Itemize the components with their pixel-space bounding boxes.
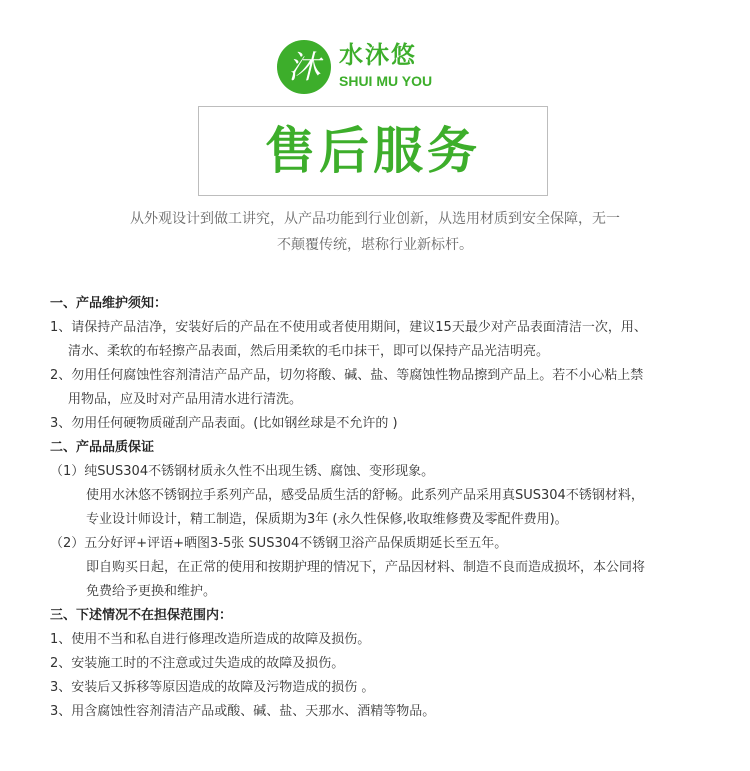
brand-name-cn: 水沐悠 bbox=[339, 41, 417, 69]
service-content bbox=[50, 292, 710, 724]
quality-item: （1）纯SUS304不锈钢材质永久性不出现生锈、腐蚀、变形现象。 bbox=[50, 464, 435, 479]
exclusion-item: 2、安装施工时的不注意或过失造成的故障及损伤。 bbox=[50, 656, 345, 671]
quality-item-detail: 免费给予更换和维护。 bbox=[86, 584, 217, 599]
brand-logo bbox=[277, 40, 477, 96]
intro-text bbox=[70, 206, 680, 258]
section-heading-exclusions: 三、下述情况不在担保范围内： bbox=[50, 608, 233, 623]
quality-item: （2）五分好评+评语+晒图3-5张 SUS304不锈钢卫浴产品保质期延长至五年。 bbox=[50, 536, 508, 551]
brand-name-en: SHUI MU YOU bbox=[339, 73, 433, 89]
maintenance-item: 2、勿用任何腐蚀性容剂清洁产品产品，切勿将酸、碱、盐、等腐蚀性物品擦到产品上。若不小心粘上禁 bbox=[50, 368, 644, 383]
maintenance-item: 1、请保持产品洁净，安装好后的产品在不使用或者使用期间，建议15天最少对产品表面清洁一次，用、 bbox=[50, 320, 647, 335]
maintenance-item-continued: 清水、柔软的布轻擦产品表面，然后用柔软的毛巾抹干，即可以保持产品光洁明亮。 bbox=[68, 344, 550, 359]
logo-mark: 沐 bbox=[277, 40, 331, 94]
intro-line: 不颠覆传统，堪称行业新标杆。 bbox=[277, 237, 473, 253]
section-heading-quality: 二、产品品质保证 bbox=[50, 440, 155, 455]
section-heading-maintenance: 一、产品维护须知： bbox=[50, 296, 168, 311]
quality-item-detail: 即自购买日起，在正常的使用和按期护理的情况下，产品因材料、制造不良而造成损坏，本公同将 bbox=[86, 560, 646, 575]
maintenance-item-continued: 用物品，应及时对产品用清水进行清洗。 bbox=[68, 392, 303, 407]
quality-item-detail: 专业设计师设计，精工制造，保质期为3年 (永久性保修,收取维修费及零配件费用)。 bbox=[86, 512, 568, 527]
exclusion-item: 3、安装后又拆移等原因造成的故障及污物造成的损伤 。 bbox=[50, 680, 375, 695]
page-title: 售后服务 bbox=[265, 122, 481, 180]
title-box bbox=[198, 106, 548, 196]
intro-line: 从外观设计到做工讲究，从产品功能到行业创新，从选用材质到安全保障，无一 bbox=[130, 211, 620, 227]
quality-item-detail: 使用水沐悠不锈钢拉手系列产品，感受品质生活的舒畅。此系列产品采用真SUS304不锈钢材料， bbox=[86, 488, 644, 503]
exclusion-item: 3、用含腐蚀性容剂清洁产品或酸、碱、盐、天那水、酒精等物品。 bbox=[50, 704, 436, 719]
maintenance-item: 3、勿用任何硬物质碰刮产品表面。(比如钢丝球是不允许的 ) bbox=[50, 416, 398, 431]
exclusion-item: 1、使用不当和私自进行修理改造所造成的故障及损伤。 bbox=[50, 632, 371, 647]
